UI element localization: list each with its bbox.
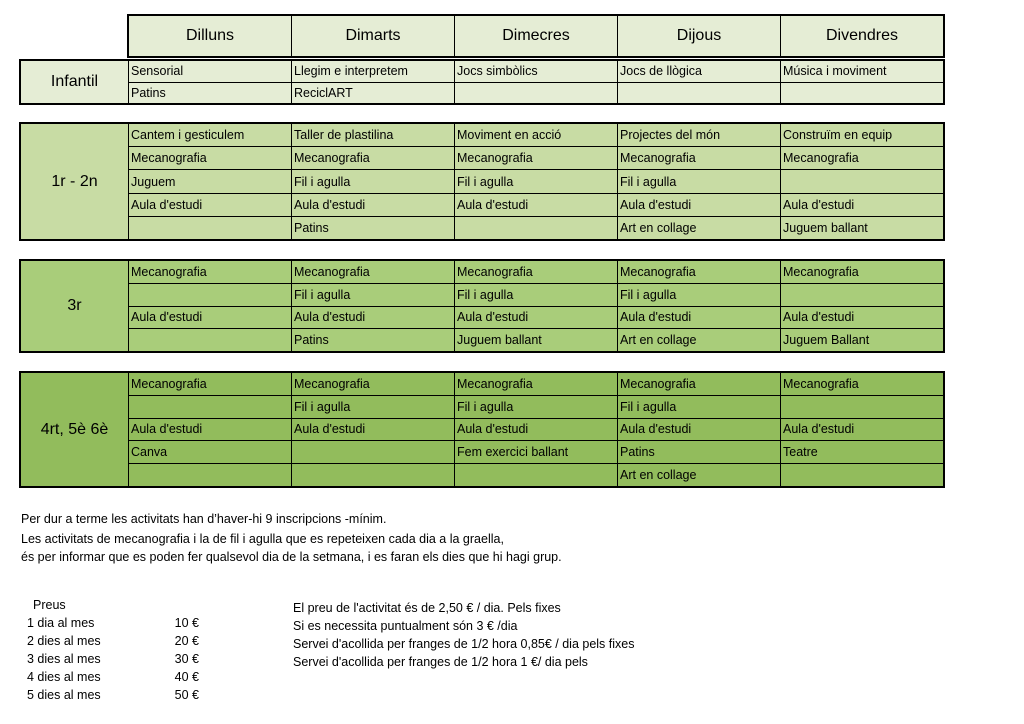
pricing-info	[293, 599, 635, 671]
price-list	[27, 596, 199, 704]
price-amount: 40 €	[174, 670, 199, 684]
group-1r-2n	[19, 122, 945, 241]
activity-cell: Aula d'estudi	[291, 307, 454, 329]
price-label: 4 dies al mes	[27, 670, 101, 684]
activity-cell	[129, 284, 291, 306]
activity-cell: Fil i agulla	[454, 396, 617, 418]
activity-cell: Juguem	[131, 174, 176, 189]
activity-grid	[129, 61, 943, 103]
price-amount: 30 €	[174, 652, 199, 666]
table-row	[129, 373, 943, 395]
activity-cell: Mecanografia	[617, 373, 780, 395]
table-row	[129, 146, 943, 169]
activity-cell: Mecanografia	[454, 261, 617, 283]
activity-cell: Art en collage	[617, 329, 780, 351]
activity-cell: Mecanografia	[291, 373, 454, 395]
price-amount: 10 €	[174, 616, 199, 630]
activity-cell: Art en collage	[617, 217, 780, 239]
group-label: Infantil	[21, 61, 129, 103]
table-row	[129, 283, 943, 306]
group-label: 3r	[21, 261, 129, 351]
activity-cell: Mecanografia	[131, 151, 207, 166]
activity-cell: Música i moviment	[780, 61, 943, 82]
activity-cell: Mecanografia	[780, 261, 943, 283]
activity-cell: Jocs simbòlics	[454, 61, 617, 82]
note-line: Les activitats de mecanografia i la de fil i agulla que es repeteixen cada dia a la graella,	[21, 532, 504, 546]
activity-grid	[129, 373, 943, 486]
activity-cell: Mecanografia	[617, 147, 780, 169]
activity-cell: Llegim e interpretem	[291, 61, 454, 82]
price-row	[27, 632, 199, 650]
activity-cell: Mecanografia	[454, 373, 617, 395]
activity-cell: Fil i agulla	[291, 396, 454, 418]
price-label: 3 dies al mes	[27, 652, 101, 666]
table-row	[129, 261, 943, 283]
activity-cell: Aula d'estudi	[131, 197, 203, 212]
activity-cell: Construïm en equip	[780, 124, 943, 146]
activity-cell: Fil i agulla	[454, 170, 617, 192]
activity-cell: Sensorial	[131, 64, 184, 79]
activity-cell	[129, 464, 291, 486]
activity-cell: Aula d'estudi	[780, 419, 943, 441]
group-infantil	[19, 59, 945, 105]
activity-cell	[291, 464, 454, 486]
day-header: Dimecres	[454, 16, 617, 56]
group-3r	[19, 259, 945, 353]
activity-cell: Fem exercici ballant	[454, 441, 617, 463]
activity-cell: Canva	[131, 445, 168, 460]
table-row	[129, 418, 943, 441]
activity-cell: Juguem ballant	[780, 217, 943, 239]
activity-cell: Aula d'estudi	[780, 194, 943, 216]
activity-cell: Juguem Ballant	[780, 329, 943, 351]
info-line: Servei d'acollida per franges de 1/2 hora 0,85€ / dia pels fixes	[293, 637, 635, 651]
price-amount: 50 €	[174, 688, 199, 702]
table-row	[129, 328, 943, 351]
activity-cell: Mecanografia	[131, 264, 207, 279]
activity-cell	[454, 217, 617, 239]
activity-cell	[780, 396, 943, 418]
activity-cell	[454, 83, 617, 104]
activity-cell: Fil i agulla	[617, 396, 780, 418]
activity-cell	[617, 83, 780, 104]
activity-cell	[291, 441, 454, 463]
activity-cell: Aula d'estudi	[617, 194, 780, 216]
day-header: Dijous	[617, 16, 780, 56]
activity-cell: Teatre	[780, 441, 943, 463]
activity-cell	[454, 464, 617, 486]
activity-cell: Taller de plastilina	[291, 124, 454, 146]
table-row	[129, 216, 943, 239]
table-row	[129, 82, 943, 104]
activity-cell: Projectes del món	[617, 124, 780, 146]
day-header: Dimarts	[291, 16, 454, 56]
activity-cell: Jocs de llògica	[617, 61, 780, 82]
table-row	[129, 169, 943, 192]
table-row	[129, 463, 943, 486]
activity-cell: Aula d'estudi	[454, 307, 617, 329]
activity-cell	[129, 217, 291, 239]
activity-cell: Juguem ballant	[454, 329, 617, 351]
table-row	[129, 193, 943, 216]
price-title: Preus	[33, 598, 66, 612]
price-row	[27, 614, 199, 632]
activity-cell: Mecanografia	[131, 376, 207, 391]
activity-cell: Mecanografia	[780, 147, 943, 169]
activity-cell	[129, 396, 291, 418]
activity-cell: Aula d'estudi	[780, 307, 943, 329]
info-line: El preu de l'activitat és de 2,50 € / dia. Pels fixes	[293, 601, 561, 615]
price-row	[27, 686, 199, 704]
activity-cell	[780, 170, 943, 192]
activity-cell: Fil i agulla	[291, 170, 454, 192]
activity-cell: Patins	[291, 329, 454, 351]
activity-cell: Patins	[617, 441, 780, 463]
activity-cell	[780, 284, 943, 306]
activity-cell: Fil i agulla	[617, 170, 780, 192]
price-row	[27, 650, 199, 668]
price-label: 2 dies al mes	[27, 634, 101, 648]
info-line: Si es necessita puntualment són 3 € /dia	[293, 619, 518, 633]
activity-cell: Fil i agulla	[617, 284, 780, 306]
activity-cell: Mecanografia	[291, 261, 454, 283]
group-4rt-5e-6e	[19, 371, 945, 488]
activity-cell: Mecanografia	[454, 147, 617, 169]
activity-cell: Aula d'estudi	[454, 194, 617, 216]
info-line: Servei d'acollida per franges de 1/2 hora 1 €/ dia pels	[293, 655, 588, 669]
table-row	[129, 395, 943, 418]
price-label: 1 dia al mes	[27, 616, 95, 630]
activity-cell	[780, 83, 943, 104]
table-row	[129, 124, 943, 146]
activity-cell: Aula d'estudi	[617, 419, 780, 441]
day-header: Divendres	[780, 16, 943, 56]
table-row	[129, 306, 943, 329]
activity-cell: Aula d'estudi	[131, 422, 203, 437]
activity-grid	[129, 261, 943, 351]
activity-cell: Patins	[291, 217, 454, 239]
activity-cell: Aula d'estudi	[454, 419, 617, 441]
price-amount: 20 €	[174, 634, 199, 648]
group-label: 1r - 2n	[21, 124, 129, 239]
activity-cell: Art en collage	[617, 464, 780, 486]
activity-cell	[780, 464, 943, 486]
note-line: Per dur a terme les activitats han d’haver-hi 9 inscripcions -mínim.	[21, 512, 387, 526]
price-label: 5 dies al mes	[27, 688, 101, 702]
activity-cell: Fil i agulla	[454, 284, 617, 306]
activity-cell: Aula d'estudi	[291, 194, 454, 216]
activity-cell: ReciclART	[291, 83, 454, 104]
table-row	[129, 61, 943, 82]
activity-cell: Aula d'estudi	[131, 310, 203, 325]
group-label: 4rt, 5è 6è	[21, 373, 129, 486]
activity-cell: Fil i agulla	[291, 284, 454, 306]
activity-cell: Cantem i gesticulem	[131, 128, 245, 143]
activity-cell: Moviment en acció	[454, 124, 617, 146]
activity-cell: Aula d'estudi	[291, 419, 454, 441]
day-header: Dilluns	[185, 27, 234, 44]
days-header	[127, 14, 945, 58]
table-row	[129, 440, 943, 463]
activity-cell: Mecanografia	[780, 373, 943, 395]
activity-cell	[129, 329, 291, 351]
price-row	[27, 668, 199, 686]
note-line: és per informar que es poden fer qualsevol dia de la setmana, i es faran els dies que hi hagi grup.	[21, 550, 562, 564]
activity-cell: Patins	[131, 85, 166, 100]
activity-cell: Mecanografia	[617, 261, 780, 283]
activity-cell: Aula d'estudi	[617, 307, 780, 329]
activity-grid	[129, 124, 943, 239]
activity-cell: Mecanografia	[291, 147, 454, 169]
